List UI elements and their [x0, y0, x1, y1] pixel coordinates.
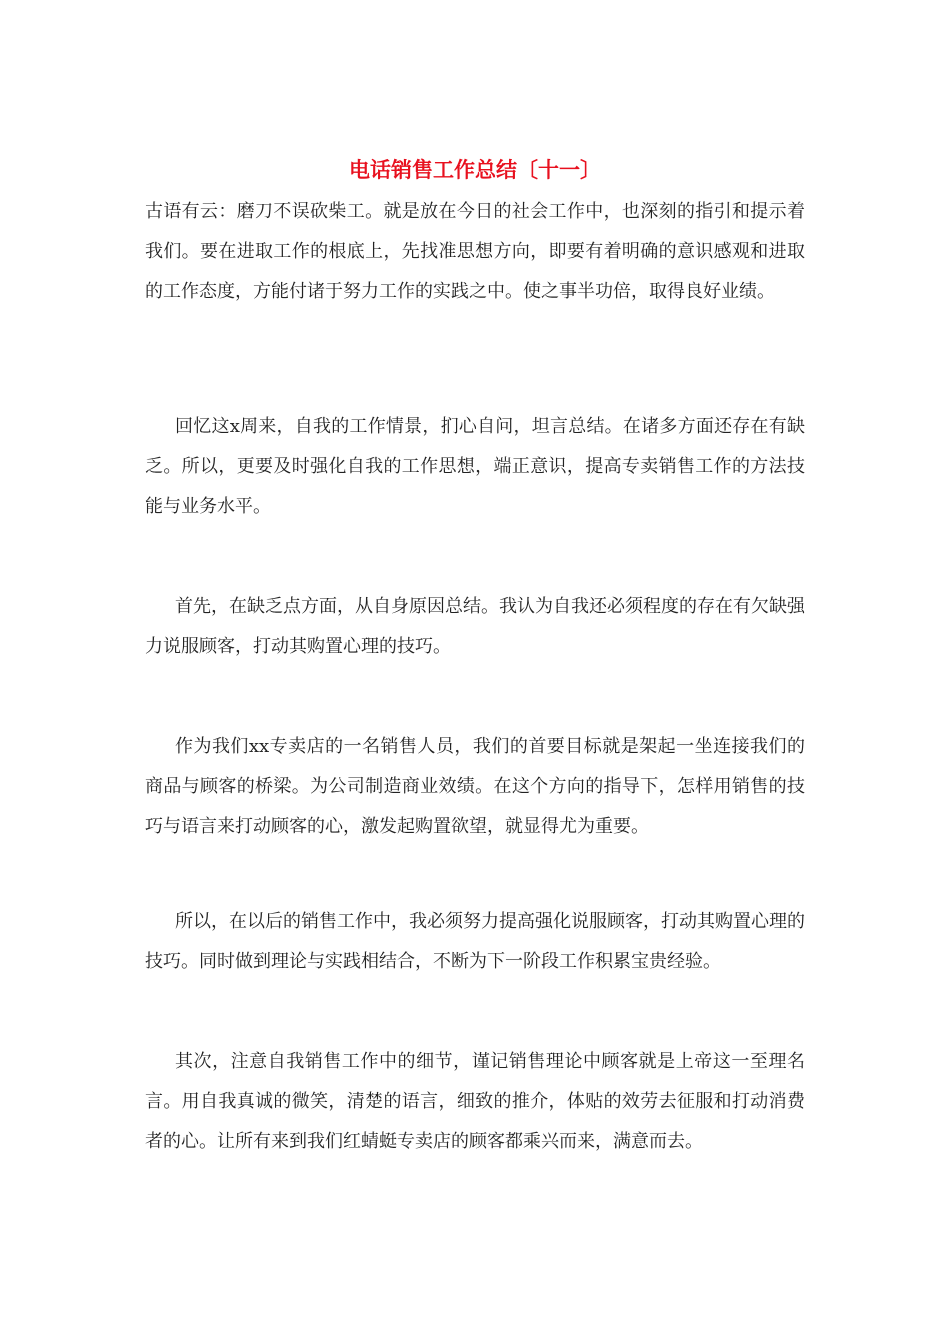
paragraph-details: 其次，注意自我销售工作中的细节，谨记销售理论中顾客就是上帝这一至理名言。用自我真诚的微笑，清楚的语言，细致的推介，体贴的效劳去征服和打动消费者的心。让所有来到我们红蜻蜓专卖店的顾客都乘兴而来，满意而去。 [145, 1051, 805, 1152]
paragraph-intro: 古语有云：磨刀不误砍柴工。就是放在今日的社会工作中，也深刻的指引和提示着我们。要在进取工作的根底上，先找准思想方向，即要有着明确的意识感观和进取的工作态度，方能付诸于努力工作的实践之中。使之事半功倍，取得良好业绩。 [145, 201, 805, 302]
paragraph-shortcomings: 首先，在缺乏点方面，从自身原因总结。我认为自我还必须程度的存在有欠缺强力说服顾客，打动其购置心理的技巧。 [145, 596, 805, 657]
paragraph-review: 回忆这x周来，自我的工作情景，扪心自问，坦言总结。在诸多方面还存在有缺乏。所以，更要及时强化自我的工作思想，端正意识，提高专卖销售工作的方法技能与业务水平。 [145, 416, 805, 517]
paragraph-improvement: 所以，在以后的销售工作中，我必须努力提高强化说服顾客，打动其购置心理的技巧。同时做到理论与实践相结合，不断为下一阶段工作积累宝贵经验。 [145, 911, 805, 972]
document-title: 电话销售工作总结〔十一〕 [349, 157, 601, 182]
paragraph-role: 作为我们xx专卖店的一名销售人员，我们的首要目标就是架起一坐连接我们的商品与顾客的桥梁。为公司制造商业效绩。在这个方向的指导下，怎样用销售的技巧与语言来打动顾客的心，激发起购置欲望，就显得尤为重要。 [145, 736, 805, 837]
